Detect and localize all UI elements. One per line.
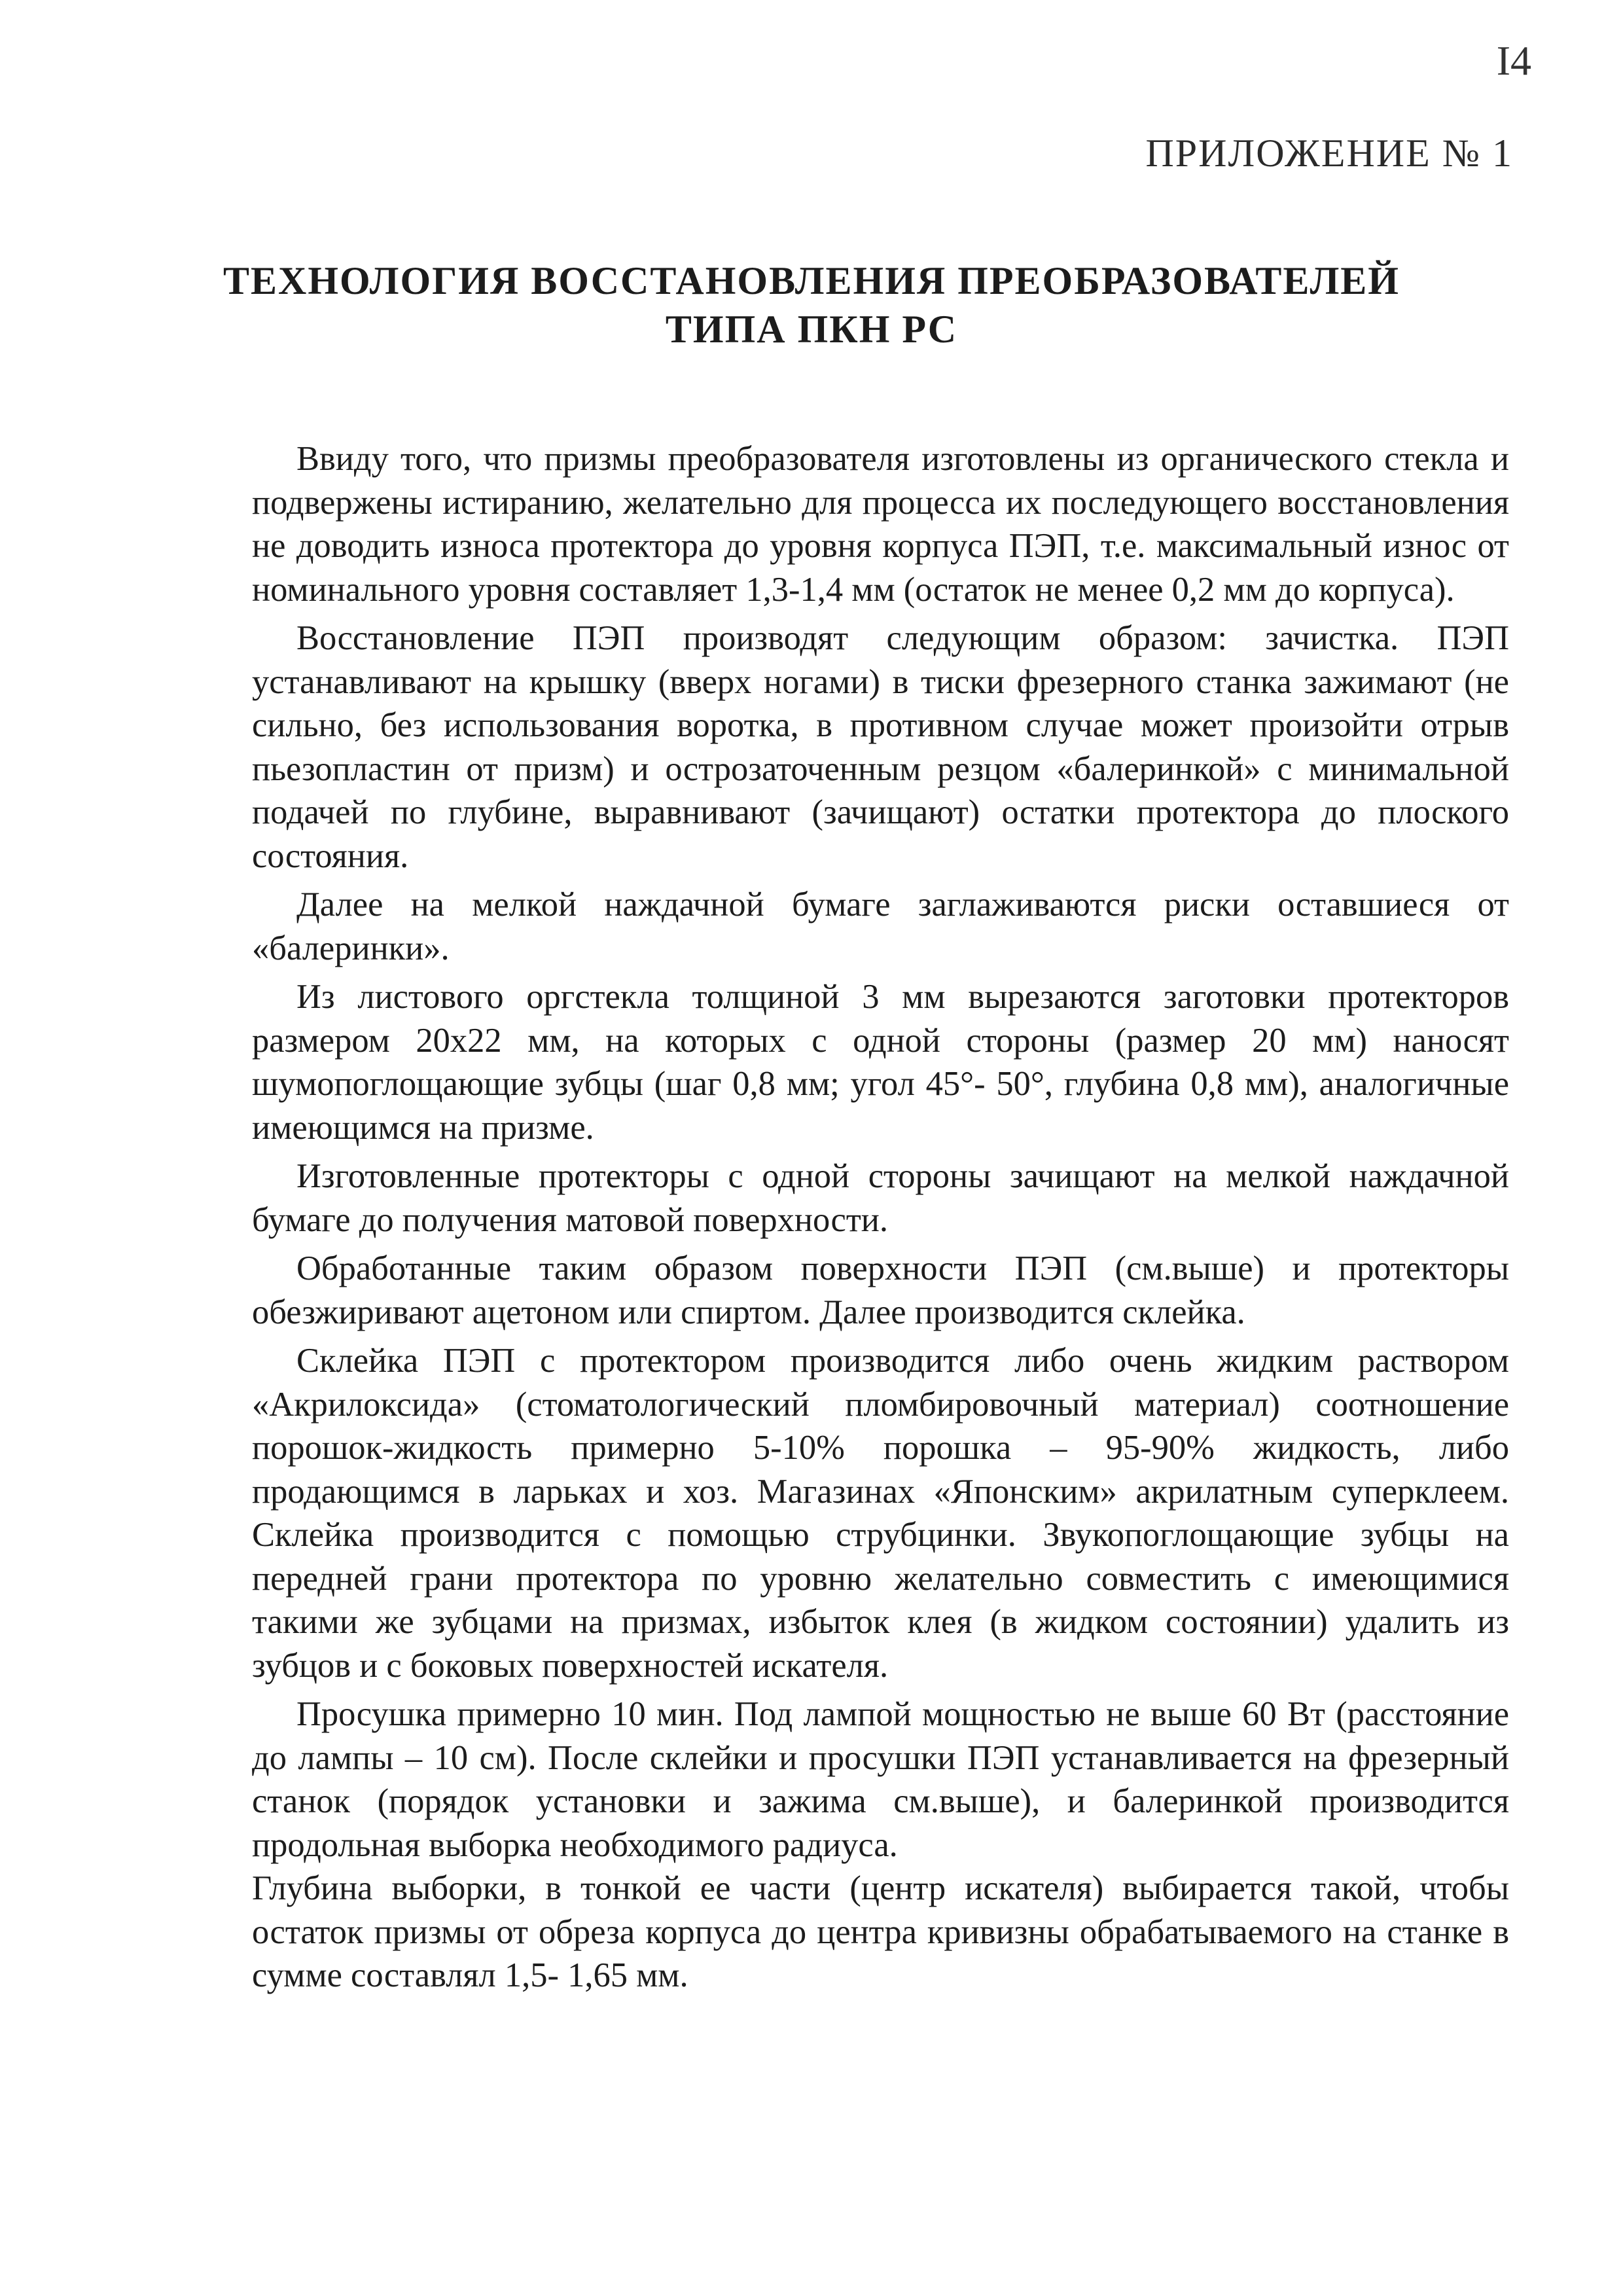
- title-line-2: ТИПА ПКН РС: [665, 308, 958, 351]
- page-number: I4: [1496, 37, 1531, 84]
- paragraph-wear-limit: Ввиду того, что призмы преобразователя изготовлены из органического стекла и подвержены истиранию, желательно для процесса их последующего восстановления не доводить износа протектора до уровня корпуса ПЭП, т.е. максимальный износ от номинального уровня составляет 1,3-1,4 мм (остаток не менее 0,2 мм до корпуса).: [252, 440, 1509, 609]
- paragraph-cleaning: Восстановление ПЭП производят следующим образом: зачистка. ПЭП устанавливают на крышку (вверх ногами) в тиски фрезерного станка зажимают (не сильно, без использования воротка, в противном случае может произойти отрыв пьезопластин от призм) и острозаточенным резцом «балеринкой» с минимальной подачей по глубине, выравнивают (зачищают) остатки протектора до плоского состояния.: [252, 619, 1509, 875]
- document-body: [252, 437, 1509, 1998]
- title-line-1: ТЕХНОЛОГИЯ ВОССТАНОВЛЕНИЯ ПРЕОБРАЗОВАТЕЛЕЙ: [223, 259, 1400, 302]
- paragraph-depth: Глубина выборки, в тонкой ее части (центр искателя) выбирается такой, чтобы остаток призмы от обреза корпуса до центра кривизны обрабатываемого на станке в сумме составлял 1,5- 1,65 мм.: [252, 1869, 1509, 1994]
- paragraph-sanding: Далее на мелкой наждачной бумаге заглаживаются риски оставшиеся от «балеринки».: [252, 886, 1509, 967]
- paragraph-matte-finish: Изготовленные протекторы с одной стороны зачищают на мелкой наждачной бумаге до получения матовой поверхности.: [252, 1157, 1509, 1239]
- document-title: [0, 257, 1623, 353]
- paragraph-degreasing: Обработанные таким образом поверхности ПЭП (см.выше) и протекторы обезжиривают ацетоном или спиртом. Далее производится склейка.: [252, 1249, 1509, 1331]
- paragraph-drying: Просушка примерно 10 мин. Под лампой мощностью не выше 60 Вт (расстояние до лампы – 10 см). После склейки и просушки ПЭП устанавливается на фрезерный станок (порядок установки и зажима см.выше), и балеринкой производится продольная выборка необходимого радиуса.: [252, 1695, 1509, 1864]
- paragraph-protector-blanks: Из листового оргстекла толщиной 3 мм вырезаются заготовки протекторов размером 20х22 мм, на которых с одной стороны (размер 20 мм) наносят шумопоглощающие зубцы (шаг 0,8 мм; угол 45°- 50°, глубина 0,8 мм), аналогичные имеющимся на призме.: [252, 978, 1509, 1147]
- paragraph-gluing: Склейка ПЭП с протектором производится либо очень жидким раствором «Акрилоксида» (стоматологический пломбировочный материал) соотношение порошок-жидкость примерно 5-10% порошка – 95-90% жидкость, либо продающимся в ларьках и хоз. Магазинах «Японским» акрилатным суперклеем. Склейка производится с помощью струбцинки. Звукопоглощающие зубцы на передней грани протектора по уровню желательно совместить с имеющимися такими же зубцами на призмах, избыток клея (в жидком состоянии) удалить из зубцов и с боковых поверхностей искателя.: [252, 1342, 1509, 1685]
- appendix-label: ПРИЛОЖЕНИЕ № 1: [1145, 132, 1513, 175]
